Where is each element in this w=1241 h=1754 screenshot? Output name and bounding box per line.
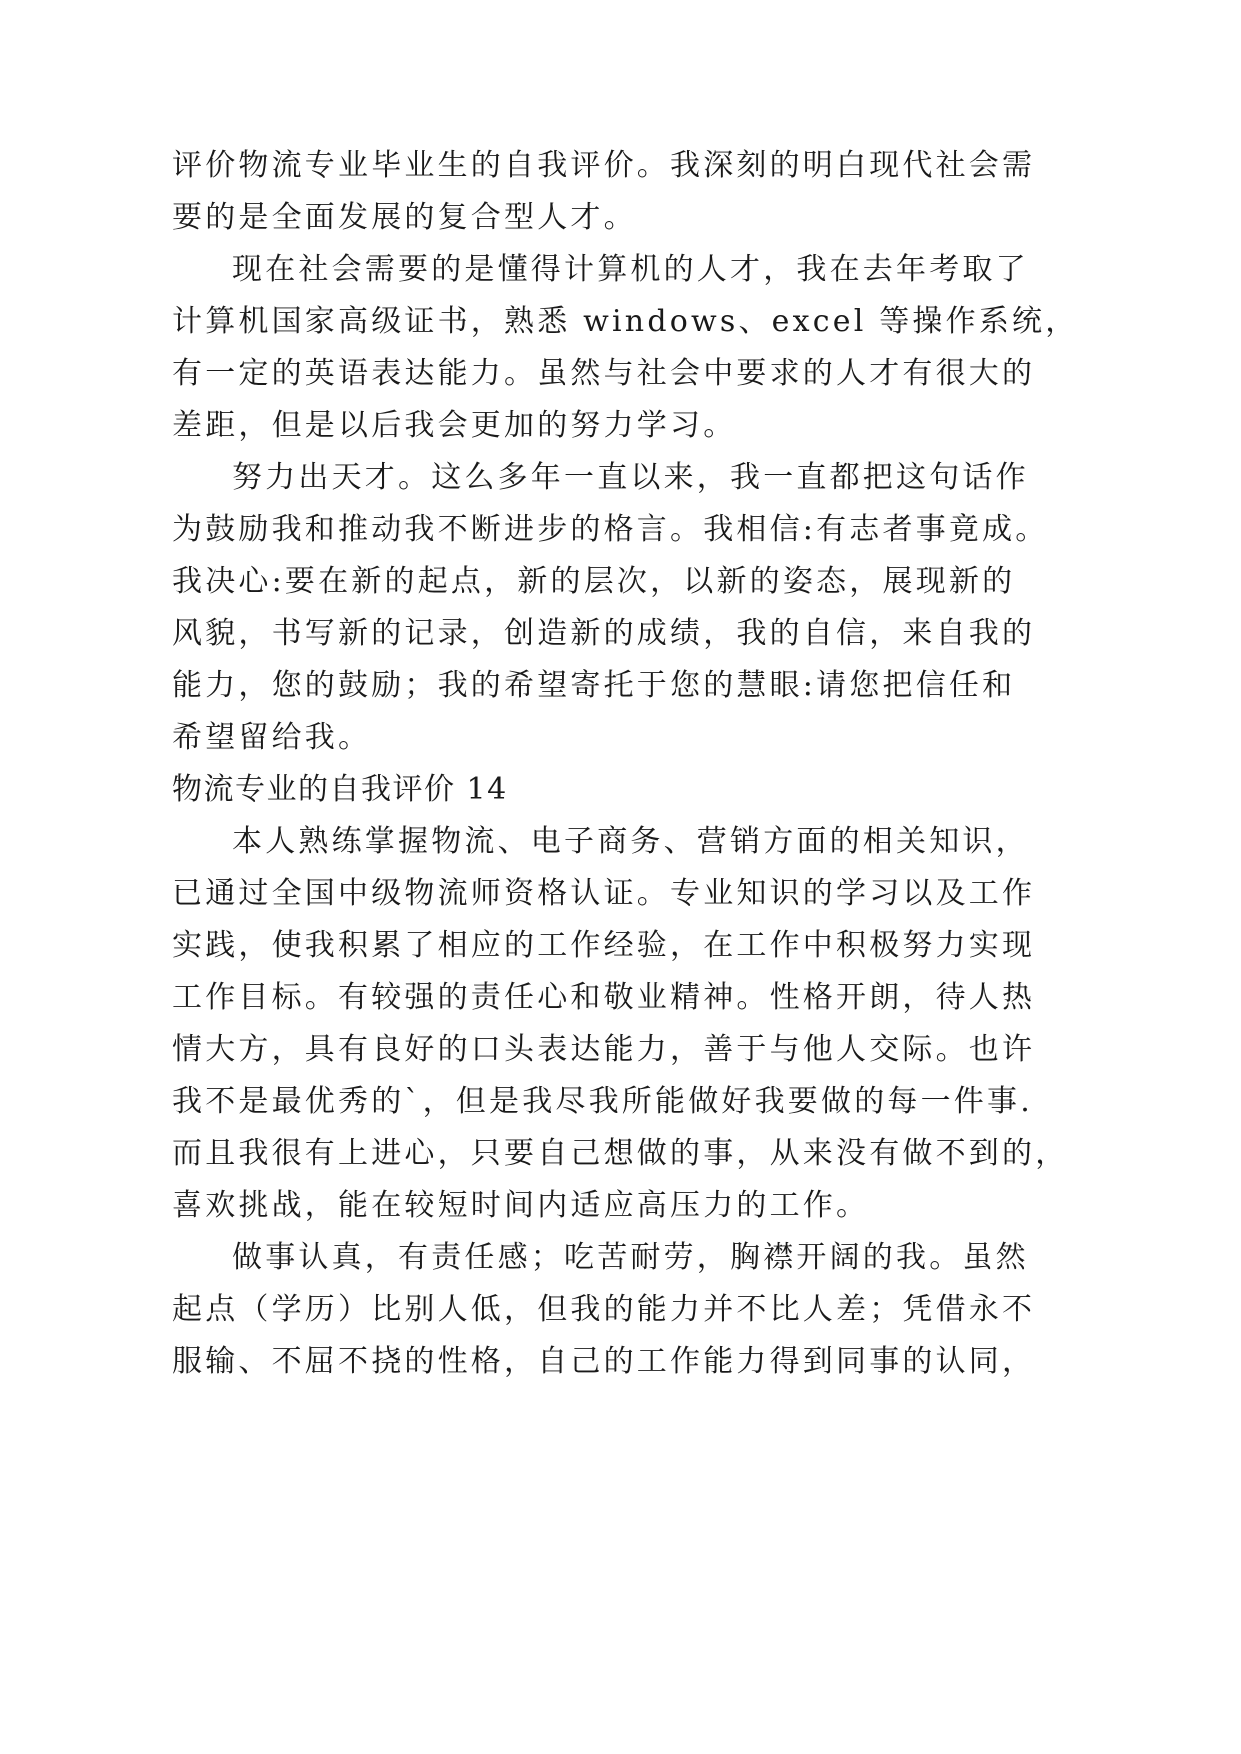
text-line: 我决心:要在新的起点，新的层次，以新的姿态，展现新的 — [172, 564, 1016, 599]
section-heading: 物流专业的自我评价 14 — [172, 772, 508, 807]
text-line: 工作目标。有较强的责任心和敬业精神。性格开朗，待人热 — [172, 980, 1036, 1015]
text-line: 我不是最优秀的`，但是我尽我所能做好我要做的每一件事. — [172, 1084, 1033, 1119]
text-line: 计算机国家高级证书，熟悉 windows、excel 等操作系统， — [172, 304, 1079, 339]
text-line: 起点（学历）比别人低，但我的能力并不比人差；凭借永不 — [172, 1292, 1036, 1327]
text-line: 已通过全国中级物流师资格认证。专业知识的学习以及工作 — [172, 876, 1036, 911]
text-line: 为鼓励我和推动我不断进步的格言。我相信:有志者事竟成。 — [172, 512, 1049, 547]
text-line: 服输、不屈不挠的性格，自己的工作能力得到同事的认同， — [172, 1344, 1036, 1379]
text-line: 实践，使我积累了相应的工作经验，在工作中积极努力实现 — [172, 928, 1036, 963]
text-line: 希望留给我。 — [172, 720, 372, 755]
text-line: 现在社会需要的是懂得计算机的人才，我在去年考取了 — [232, 252, 1029, 287]
text-line: 而且我很有上进心，只要自己想做的事，从来没有做不到的， — [172, 1136, 1069, 1171]
text-line: 有一定的英语表达能力。虽然与社会中要求的人才有很大的 — [172, 356, 1036, 391]
text-line: 差距，但是以后我会更加的努力学习。 — [172, 408, 737, 443]
text-line: 风貌，书写新的记录，创造新的成绩，我的自信，来自我的 — [172, 616, 1036, 651]
text-line: 喜欢挑战，能在较短时间内适应高压力的工作。 — [172, 1188, 870, 1223]
text-line: 能力，您的鼓励；我的希望寄托于您的慧眼:请您把信任和 — [172, 668, 1016, 703]
text-line: 评价物流专业毕业生的自我评价。我深刻的明白现代社会需 — [172, 148, 1036, 183]
text-line: 努力出天才。这么多年一直以来，我一直都把这句话作 — [232, 460, 1029, 495]
text-line: 要的是全面发展的复合型人才。 — [172, 200, 637, 235]
text-line: 本人熟练掌握物流、电子商务、营销方面的相关知识， — [232, 824, 1029, 859]
text-line: 情大方，具有良好的口头表达能力，善于与他人交际。也许 — [172, 1032, 1036, 1067]
text-line: 做事认真，有责任感；吃苦耐劳，胸襟开阔的我。虽然 — [232, 1240, 1029, 1275]
